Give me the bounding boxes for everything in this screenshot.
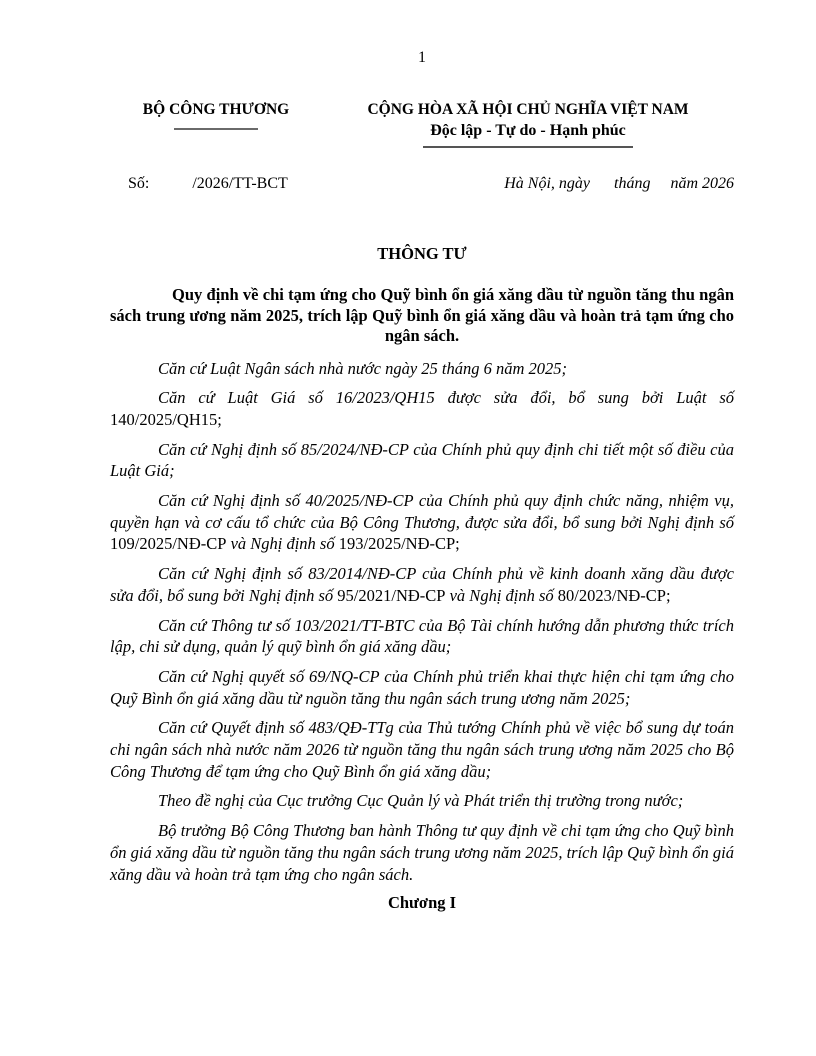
text-run: Căn cứ Thông tư số 103/2021/TT-BTC của Bộ Tài chính hướng dẫn phương thức trích lập, chi sử dụng, quản lý quỹ bình ổn giá xăng dầu; bbox=[110, 615, 734, 657]
text-run: Căn cứ Nghị định số 85/2024/NĐ-CP của Chính phủ quy định chi tiết một số điều của Luật Giá; bbox=[110, 439, 734, 481]
national-header-block bbox=[322, 100, 734, 148]
national-motto-line1: CỘNG HÒA XÃ HỘI CHỦ NGHĨA VIỆT NAM bbox=[367, 101, 689, 118]
text-run: 193/2025/NĐ-CP; bbox=[338, 534, 460, 554]
text-run: 80/2023/NĐ-CP; bbox=[557, 585, 671, 605]
preamble-paragraph bbox=[110, 490, 734, 555]
preamble-paragraph bbox=[110, 387, 734, 430]
preamble-paragraph bbox=[110, 790, 734, 812]
text-run: Căn cứ Quyết định số 483/QĐ-TTg của Thủ tướng Chính phủ về việc bổ sung dự toán chi ngân sách nhà nước năm 2026 từ nguồn tăng thu ngân sách trung ương năm 2025 cho Bộ Công Thương để tạm ứng cho Quỹ Bình ổn giá xăng dầu; bbox=[110, 718, 734, 781]
text-run: Căn cứ Nghị định số 83/2014/NĐ-CP của Chính phủ về kinh doanh xăng dầu được sửa đổi, bổ sung bởi Nghị định số bbox=[110, 564, 734, 605]
document-title: Quy định về chi tạm ứng cho Quỹ bình ổn giá xăng dầu từ nguồn tăng thu ngân sách trung ương năm 2025, trích lập Quỹ bình ổn giá xăng dầu và hoàn trả tạm ứng cho ngân sách. bbox=[110, 285, 734, 345]
issuer-underline bbox=[174, 128, 258, 130]
text-run: và Nghị định số bbox=[445, 585, 558, 605]
page-number: 1 bbox=[418, 49, 426, 66]
place-date: Hà Nội, ngày tháng năm 2026 bbox=[504, 175, 734, 192]
document-number-label: Số: bbox=[128, 175, 150, 192]
preamble-paragraph bbox=[110, 666, 734, 709]
preamble-paragraph bbox=[110, 820, 734, 885]
text-run: Căn cứ Nghị quyết số 69/NQ-CP của Chính phủ triển khai thực hiện chi tạm ứng cho Quỹ Bình ổn giá xăng dầu từ nguồn tăng thu ngân sách trung ương năm 2025; bbox=[110, 666, 734, 708]
text-run: và Nghị định số bbox=[226, 534, 339, 554]
text-run: Bộ trưởng Bộ Công Thương ban hành Thông tư quy định về chi tạm ứng cho Quỹ bình ổn giá xăng dầu từ nguồn tăng thu ngân sách trung ương năm 2025, trích lập Quỹ bình ổn giá xăng dầu và hoàn trả tạm ứng cho ngân sách. bbox=[110, 821, 734, 884]
text-run: Căn cứ Luật Ngân sách nhà nước ngày 25 tháng 6 năm 2025; bbox=[158, 358, 568, 378]
preamble-paragraph bbox=[110, 717, 734, 782]
text-run: Căn cứ Nghị định số 40/2025/NĐ-CP của Chính phủ quy định chức năng, nhiệm vụ, quyền hạn và cơ cấu tổ chức của Bộ Công Thương, được sửa đổi, bổ sung bởi Nghị định số bbox=[110, 491, 734, 532]
issuer-name: BỘ CÔNG THƯƠNG bbox=[142, 101, 290, 118]
number-date-row bbox=[110, 174, 734, 193]
text-run: 140/2025/QH15; bbox=[110, 409, 222, 429]
national-motto-line2: Độc lập - Tự do - Hạnh phúc bbox=[423, 121, 633, 148]
text-run: 109/2025/NĐ-CP bbox=[110, 534, 227, 554]
document-type-heading: THÔNG TƯ bbox=[377, 244, 467, 263]
text-run: Theo đề nghị của Cục trưởng Cục Quản lý và Phát triển thị trường trong nước; bbox=[158, 791, 684, 811]
preamble-paragraph bbox=[110, 563, 734, 606]
preamble bbox=[110, 358, 734, 886]
text-run: 95/2021/NĐ-CP bbox=[337, 585, 446, 605]
text-run: Căn cứ Luật Giá số 16/2023/QH15 được sửa đổi, bổ sung bởi Luật số bbox=[158, 388, 734, 408]
document-number-value: /2026/TT-BCT bbox=[192, 175, 288, 192]
national-motto-line2-wrap bbox=[322, 119, 734, 148]
issuer-block bbox=[110, 100, 322, 148]
document-header bbox=[110, 100, 734, 148]
preamble-paragraph bbox=[110, 439, 734, 482]
chapter-heading: Chương I bbox=[387, 893, 457, 913]
preamble-paragraph bbox=[110, 358, 734, 380]
document-number bbox=[110, 174, 322, 193]
preamble-paragraph bbox=[110, 615, 734, 658]
